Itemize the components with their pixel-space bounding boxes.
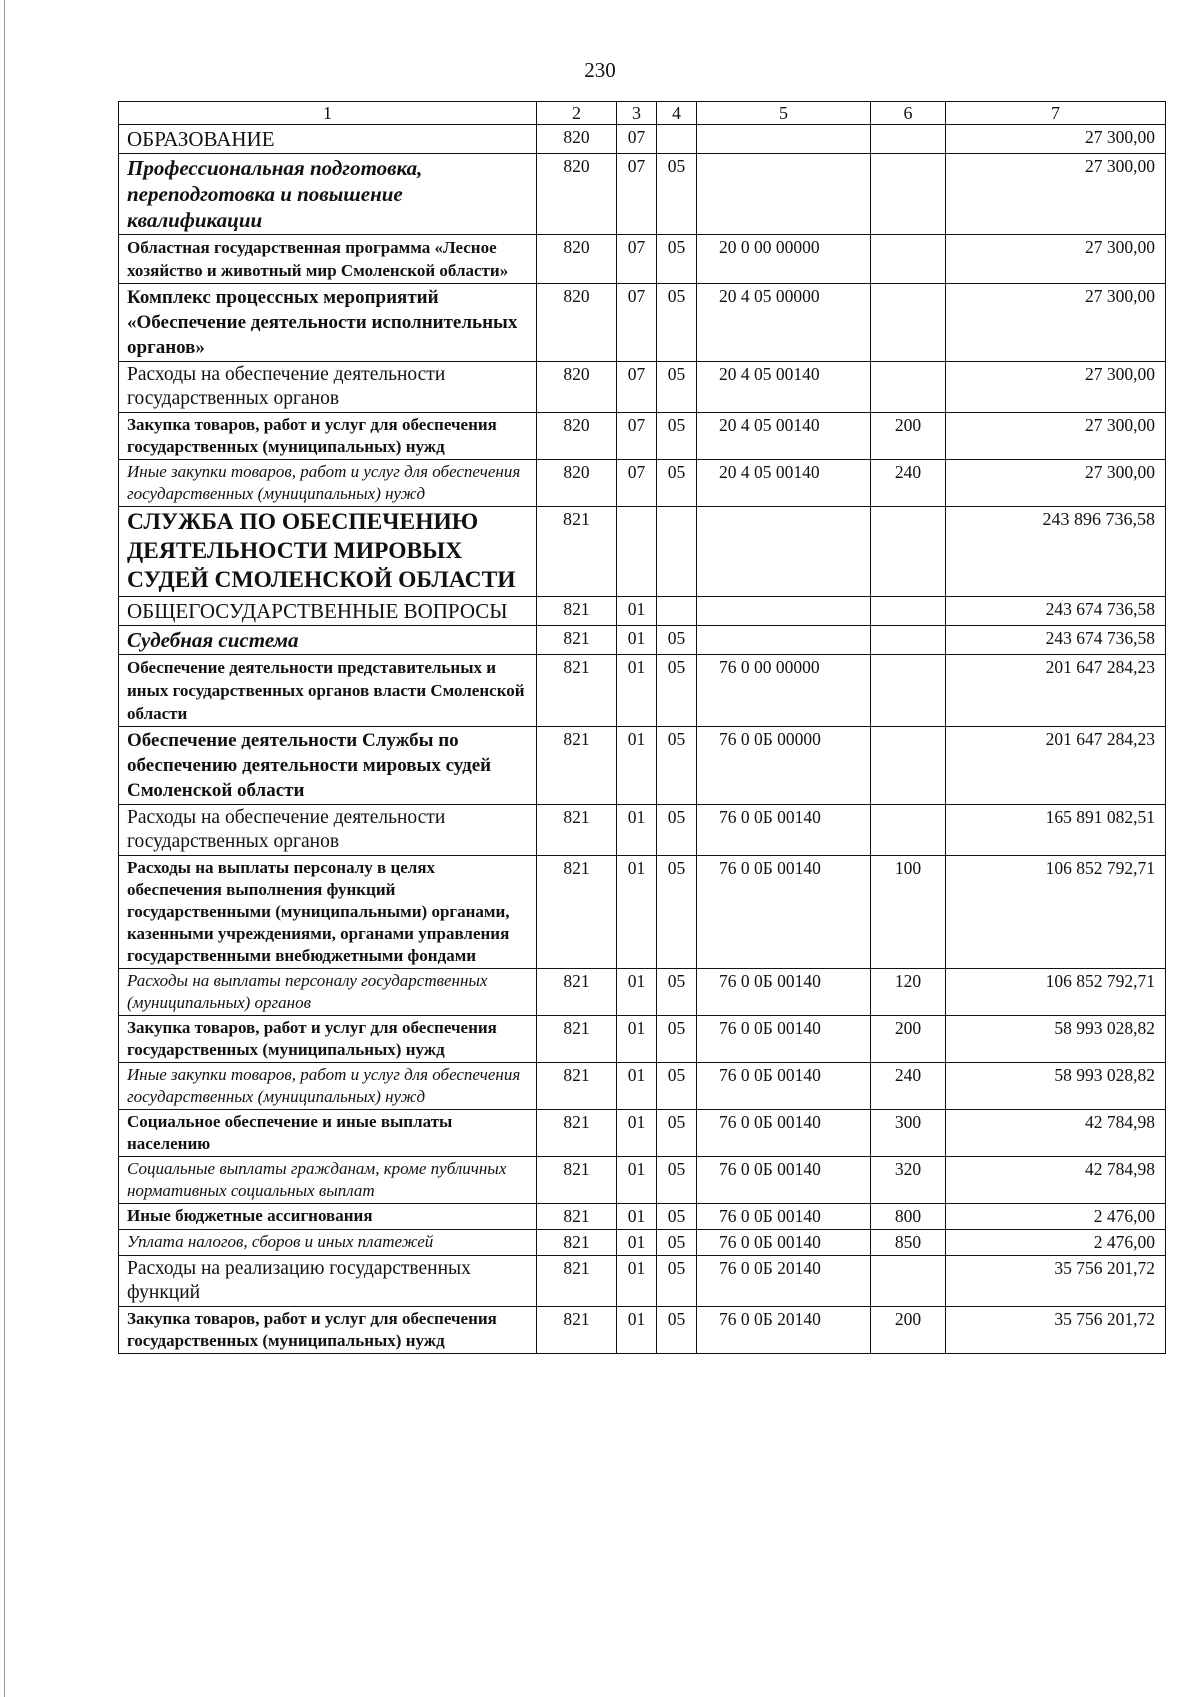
amount-cell: 165 891 082,51 (946, 805, 1166, 856)
target-article-cell: 20 4 05 00000 (697, 284, 871, 362)
section-code-cell: 01 (617, 1307, 657, 1354)
table-row (119, 507, 1166, 597)
target-article-cell: 76 0 00 00000 (697, 655, 871, 727)
admin-code-cell: 821 (537, 626, 617, 655)
subsection-code-cell: 05 (657, 969, 697, 1016)
page-number: 230 (584, 58, 616, 82)
table-row (119, 597, 1166, 626)
header-cell: 6 (871, 102, 946, 125)
admin-code-cell: 821 (537, 507, 617, 597)
admin-code-cell: 821 (537, 1230, 617, 1256)
row-name-cell: Иные бюджетные ассигнования (119, 1204, 537, 1230)
table-row (119, 856, 1166, 969)
target-article-cell: 76 0 0Б 00140 (697, 1157, 871, 1204)
expense-type-cell (871, 125, 946, 154)
admin-code-cell: 820 (537, 284, 617, 362)
row-name-cell: ОБРАЗОВАНИЕ (119, 125, 537, 154)
expense-type-cell: 200 (871, 1307, 946, 1354)
row-name-cell: Иные закупки товаров, работ и услуг для обеспечения государственных (муниципальных) нужд (119, 460, 537, 507)
target-article-cell: 76 0 0Б 00140 (697, 805, 871, 856)
row-name-cell: Закупка товаров, работ и услуг для обеспечения государственных (муниципальных) нужд (119, 1016, 537, 1063)
table-row (119, 969, 1166, 1016)
row-name-cell: Комплекс процессных мероприятий «Обеспечение деятельности исполнительных органов» (119, 284, 537, 362)
target-article-cell (697, 626, 871, 655)
target-article-cell: 76 0 0Б 00140 (697, 856, 871, 969)
section-code-cell: 01 (617, 655, 657, 727)
amount-cell: 106 852 792,71 (946, 969, 1166, 1016)
expense-type-cell: 240 (871, 460, 946, 507)
section-code-cell: 07 (617, 284, 657, 362)
header-cell: 7 (946, 102, 1166, 125)
section-code-cell: 01 (617, 597, 657, 626)
section-code-cell: 01 (617, 1230, 657, 1256)
row-name-cell: Расходы на выплаты персоналу государственных (муниципальных) органов (119, 969, 537, 1016)
table-row (119, 1256, 1166, 1307)
admin-code-cell: 821 (537, 1157, 617, 1204)
amount-cell: 201 647 284,23 (946, 655, 1166, 727)
admin-code-cell: 821 (537, 1063, 617, 1110)
section-code-cell: 01 (617, 1256, 657, 1307)
budget-table (118, 101, 1166, 1354)
row-name-cell: Расходы на выплаты персоналу в целях обеспечения выполнения функций государственными (муниципальными) органами, казенными учреждениями, органами управления государственными внебюджетными фондами (119, 856, 537, 969)
target-article-cell (697, 597, 871, 626)
expense-type-cell: 200 (871, 413, 946, 460)
row-name-cell: Социальное обеспечение и иные выплаты населению (119, 1110, 537, 1157)
target-article-cell: 76 0 0Б 00140 (697, 1110, 871, 1157)
table-row (119, 1157, 1166, 1204)
admin-code-cell: 821 (537, 1256, 617, 1307)
amount-cell: 2 476,00 (946, 1204, 1166, 1230)
amount-cell: 2 476,00 (946, 1230, 1166, 1256)
table-row (119, 125, 1166, 154)
amount-cell: 27 300,00 (946, 460, 1166, 507)
subsection-code-cell (657, 507, 697, 597)
section-code-cell: 01 (617, 969, 657, 1016)
row-name-cell: Расходы на обеспечение деятельности государственных органов (119, 362, 537, 413)
table-row (119, 626, 1166, 655)
expense-type-cell (871, 655, 946, 727)
admin-code-cell: 820 (537, 460, 617, 507)
section-code-cell: 01 (617, 805, 657, 856)
target-article-cell: 20 4 05 00140 (697, 460, 871, 507)
table-row (119, 235, 1166, 284)
admin-code-cell: 821 (537, 655, 617, 727)
expense-type-cell: 300 (871, 1110, 946, 1157)
subsection-code-cell: 05 (657, 154, 697, 235)
section-code-cell: 01 (617, 1204, 657, 1230)
expense-type-cell (871, 727, 946, 805)
subsection-code-cell: 05 (657, 284, 697, 362)
section-code-cell: 07 (617, 235, 657, 284)
target-article-cell: 76 0 0Б 20140 (697, 1307, 871, 1354)
target-article-cell: 20 0 00 00000 (697, 235, 871, 284)
header-cell: 1 (119, 102, 537, 125)
admin-code-cell: 820 (537, 125, 617, 154)
table-header-row (119, 102, 1166, 125)
expense-type-cell (871, 235, 946, 284)
section-code-cell: 01 (617, 1157, 657, 1204)
amount-cell: 27 300,00 (946, 235, 1166, 284)
amount-cell: 243 674 736,58 (946, 626, 1166, 655)
subsection-code-cell: 05 (657, 805, 697, 856)
admin-code-cell: 821 (537, 1110, 617, 1157)
amount-cell: 35 756 201,72 (946, 1307, 1166, 1354)
row-name-cell: Профессиональная подготовка, переподготовка и повышение квалификации (119, 154, 537, 235)
expense-type-cell: 200 (871, 1016, 946, 1063)
target-article-cell: 76 0 0Б 00140 (697, 1204, 871, 1230)
target-article-cell (697, 507, 871, 597)
admin-code-cell: 821 (537, 1307, 617, 1354)
target-article-cell: 76 0 0Б 00140 (697, 1230, 871, 1256)
table-row (119, 154, 1166, 235)
amount-cell: 42 784,98 (946, 1110, 1166, 1157)
admin-code-cell: 820 (537, 413, 617, 460)
subsection-code-cell: 05 (657, 413, 697, 460)
subsection-code-cell: 05 (657, 362, 697, 413)
admin-code-cell: 821 (537, 727, 617, 805)
admin-code-cell: 820 (537, 154, 617, 235)
table-body (119, 125, 1166, 1354)
table-row (119, 805, 1166, 856)
row-name-cell: Расходы на обеспечение деятельности государственных органов (119, 805, 537, 856)
admin-code-cell: 821 (537, 1204, 617, 1230)
admin-code-cell: 820 (537, 362, 617, 413)
table-row (119, 1204, 1166, 1230)
expense-type-cell (871, 1256, 946, 1307)
amount-cell: 243 896 736,58 (946, 507, 1166, 597)
expense-type-cell (871, 597, 946, 626)
row-name-cell: ОБЩЕГОСУДАРСТВЕННЫЕ ВОПРОСЫ (119, 597, 537, 626)
target-article-cell: 76 0 0Б 20140 (697, 1256, 871, 1307)
section-code-cell: 01 (617, 1063, 657, 1110)
expense-type-cell (871, 284, 946, 362)
row-name-cell: Расходы на реализацию государственных функций (119, 1256, 537, 1307)
amount-cell: 27 300,00 (946, 125, 1166, 154)
subsection-code-cell: 05 (657, 1016, 697, 1063)
header-cell: 3 (617, 102, 657, 125)
header-cell: 4 (657, 102, 697, 125)
expense-type-cell (871, 507, 946, 597)
table-row (119, 460, 1166, 507)
amount-cell: 27 300,00 (946, 154, 1166, 235)
admin-code-cell: 821 (537, 856, 617, 969)
subsection-code-cell: 05 (657, 1204, 697, 1230)
table-row (119, 413, 1166, 460)
amount-cell: 35 756 201,72 (946, 1256, 1166, 1307)
section-code-cell: 07 (617, 413, 657, 460)
target-article-cell: 76 0 0Б 00140 (697, 1016, 871, 1063)
target-article-cell: 76 0 0Б 00000 (697, 727, 871, 805)
row-name-cell: Уплата налогов, сборов и иных платежей (119, 1230, 537, 1256)
amount-cell: 27 300,00 (946, 284, 1166, 362)
expense-type-cell (871, 362, 946, 413)
subsection-code-cell: 05 (657, 655, 697, 727)
section-code-cell: 07 (617, 460, 657, 507)
section-code-cell: 07 (617, 154, 657, 235)
section-code-cell: 01 (617, 856, 657, 969)
expense-type-cell: 240 (871, 1063, 946, 1110)
target-article-cell: 20 4 05 00140 (697, 413, 871, 460)
target-article-cell (697, 125, 871, 154)
target-article-cell: 20 4 05 00140 (697, 362, 871, 413)
table-row (119, 1016, 1166, 1063)
expense-type-cell (871, 805, 946, 856)
expense-type-cell (871, 626, 946, 655)
target-article-cell (697, 154, 871, 235)
table-row (119, 655, 1166, 727)
section-code-cell: 01 (617, 1110, 657, 1157)
row-name-cell: Судебная система (119, 626, 537, 655)
scan-edge-line (4, 0, 5, 1697)
row-name-cell: СЛУЖБА ПО ОБЕСПЕЧЕНИЮ ДЕЯТЕЛЬНОСТИ МИРОВЫХ СУДЕЙ СМОЛЕНСКОЙ ОБЛАСТИ (119, 507, 537, 597)
expense-type-cell (871, 154, 946, 235)
section-code-cell: 07 (617, 362, 657, 413)
row-name-cell: Иные закупки товаров, работ и услуг для обеспечения государственных (муниципальных) нужд (119, 1063, 537, 1110)
expense-type-cell: 850 (871, 1230, 946, 1256)
amount-cell: 58 993 028,82 (946, 1016, 1166, 1063)
amount-cell: 42 784,98 (946, 1157, 1166, 1204)
row-name-cell: Закупка товаров, работ и услуг для обеспечения государственных (муниципальных) нужд (119, 1307, 537, 1354)
amount-cell: 27 300,00 (946, 413, 1166, 460)
expense-type-cell: 100 (871, 856, 946, 969)
header-cell: 5 (697, 102, 871, 125)
section-code-cell: 01 (617, 626, 657, 655)
subsection-code-cell: 05 (657, 1110, 697, 1157)
header-cell: 2 (537, 102, 617, 125)
row-name-cell: Обеспечение деятельности представительных и иных государственных органов власти Смоленской области (119, 655, 537, 727)
subsection-code-cell: 05 (657, 1157, 697, 1204)
table-row (119, 727, 1166, 805)
subsection-code-cell: 05 (657, 1230, 697, 1256)
expense-type-cell: 120 (871, 969, 946, 1016)
table-row (119, 1307, 1166, 1354)
amount-cell: 201 647 284,23 (946, 727, 1166, 805)
table-row (119, 284, 1166, 362)
admin-code-cell: 821 (537, 597, 617, 626)
amount-cell: 58 993 028,82 (946, 1063, 1166, 1110)
admin-code-cell: 821 (537, 805, 617, 856)
section-code-cell: 01 (617, 1016, 657, 1063)
subsection-code-cell: 05 (657, 727, 697, 805)
section-code-cell (617, 507, 657, 597)
table-row (119, 1110, 1166, 1157)
section-code-cell: 01 (617, 727, 657, 805)
row-name-cell: Закупка товаров, работ и услуг для обеспечения государственных (муниципальных) нужд (119, 413, 537, 460)
expense-type-cell: 320 (871, 1157, 946, 1204)
amount-cell: 243 674 736,58 (946, 597, 1166, 626)
subsection-code-cell: 05 (657, 1307, 697, 1354)
subsection-code-cell (657, 125, 697, 154)
amount-cell: 27 300,00 (946, 362, 1166, 413)
subsection-code-cell: 05 (657, 626, 697, 655)
subsection-code-cell (657, 597, 697, 626)
table-row (119, 1063, 1166, 1110)
section-code-cell: 07 (617, 125, 657, 154)
admin-code-cell: 821 (537, 1016, 617, 1063)
row-name-cell: Обеспечение деятельности Службы по обеспечению деятельности мировых судей Смоленской области (119, 727, 537, 805)
row-name-cell: Областная государственная программа «Лесное хозяйство и животный мир Смоленской области» (119, 235, 537, 284)
subsection-code-cell: 05 (657, 856, 697, 969)
row-name-cell: Социальные выплаты гражданам, кроме публичных нормативных социальных выплат (119, 1157, 537, 1204)
subsection-code-cell: 05 (657, 1063, 697, 1110)
target-article-cell: 76 0 0Б 00140 (697, 1063, 871, 1110)
expense-type-cell: 800 (871, 1204, 946, 1230)
subsection-code-cell: 05 (657, 1256, 697, 1307)
amount-cell: 106 852 792,71 (946, 856, 1166, 969)
admin-code-cell: 821 (537, 969, 617, 1016)
subsection-code-cell: 05 (657, 235, 697, 284)
target-article-cell: 76 0 0Б 00140 (697, 969, 871, 1016)
table-row (119, 1230, 1166, 1256)
table-row (119, 362, 1166, 413)
admin-code-cell: 820 (537, 235, 617, 284)
subsection-code-cell: 05 (657, 460, 697, 507)
